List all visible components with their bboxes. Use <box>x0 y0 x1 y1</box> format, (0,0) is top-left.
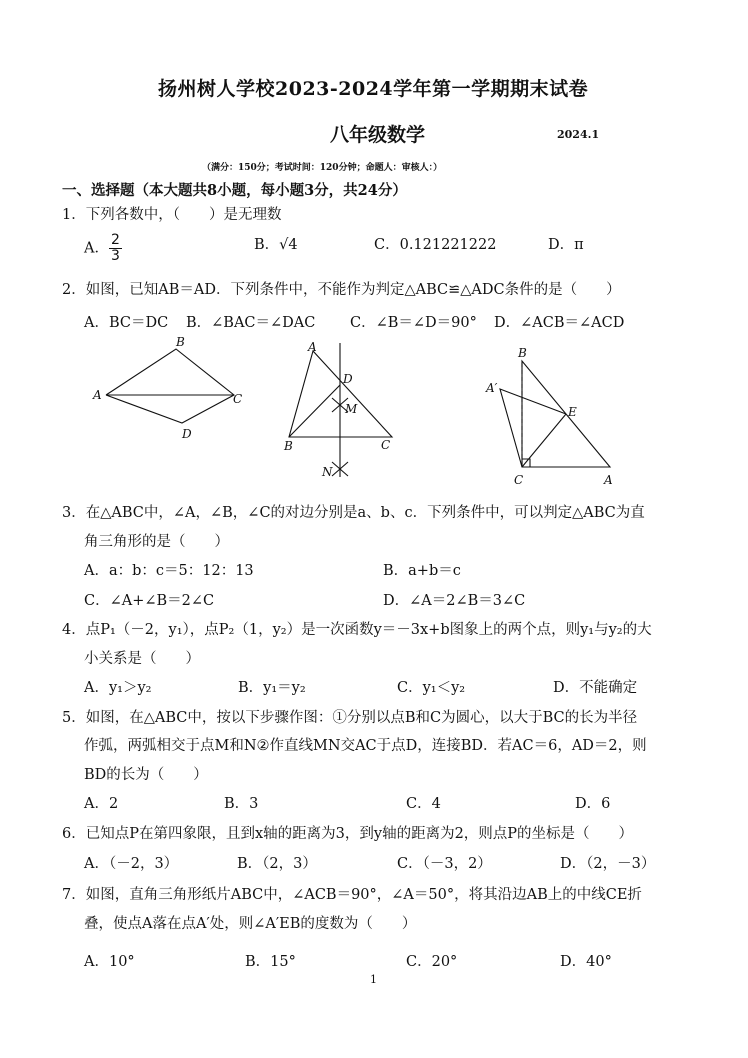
question-2-option-c: C．∠B＝∠D＝90° <box>350 315 477 331</box>
exam-title: 扬州树人学校2023-2024学年第一学期期末试卷 <box>158 78 589 100</box>
question-6-option-c: C．（－3，2） <box>397 856 492 872</box>
fig2-label-b: B <box>284 439 293 453</box>
question-6-option-a: A．（－2，3） <box>84 856 179 872</box>
exam-subject: 八年级数学 <box>330 124 426 146</box>
figure-folded-triangle <box>500 361 610 467</box>
question-5-option-d: D．6 <box>575 796 611 812</box>
question-3-option-a: A．a：b：c＝5：12：13 <box>84 563 254 579</box>
fig2-label-d: D <box>343 372 353 386</box>
question-1-option-b: B．√4 <box>254 237 298 253</box>
question-6-stem: 6．已知点P在第四象限，且到x轴的距离为3，到y轴的距离为2，则点P的坐标是（ ） <box>62 826 634 842</box>
question-7-option-c: C．20° <box>406 954 458 970</box>
question-1-option-d: D．π <box>548 237 584 253</box>
question-4-stem-line2: 小关系是（ ） <box>84 651 200 667</box>
question-6-option-b: B．（2，3） <box>237 856 317 872</box>
question-4-option-a: A．y₁＞y₂ <box>84 680 152 696</box>
fig3-label-e: E <box>568 405 577 419</box>
fig1-label-c: C <box>233 392 243 406</box>
question-1-option-c: C．0.121221222 <box>374 237 497 253</box>
fig1-label-d: D <box>182 427 192 441</box>
exam-date: 2024.1 <box>557 128 600 141</box>
question-3-stem-line1: 3．在△ABC中，∠A，∠B，∠C的对边分别是a、b、c．下列条件中，可以判定△ABC为直 <box>62 505 645 521</box>
question-7-option-a: A．10° <box>84 954 135 970</box>
question-5-stem-line2: 作弧，两弧相交于点M和N②作直线MN交AC于点D，连接BD．若AC＝6，AD＝2，则 <box>84 738 647 754</box>
fraction-denominator: 3 <box>110 248 120 264</box>
fig3-label-a: A <box>604 473 613 487</box>
question-5-option-b: B．3 <box>224 796 259 812</box>
fraction-numerator: 2 <box>110 232 120 248</box>
fig2-label-m: M <box>345 402 358 416</box>
question-4-option-d: D．不能确定 <box>553 680 638 696</box>
question-5-option-a: A．2 <box>84 796 119 812</box>
option-a-prefix: A． <box>84 240 109 257</box>
exam-meta: （满分：150分；考试时间：120分钟；命题人：审核人：） <box>202 163 443 173</box>
question-2-figures <box>0 335 748 495</box>
question-4-stem-line1: 4．点P₁（－2，y₁），点P₂（1，y₂）是一次函数y＝－3x+b图象上的两个点，则y₁与y₂的大 <box>62 622 652 638</box>
question-2-option-b: B．∠BAC＝∠DAC <box>186 315 316 331</box>
figure-kite-abcd <box>106 349 234 423</box>
question-1-stem: 1．下列各数中，（ ）是无理数 <box>62 207 282 223</box>
question-3-option-d: D．∠A＝2∠B＝3∠C <box>383 593 526 609</box>
fig3-label-b: B <box>518 346 527 360</box>
question-7-option-b: B．15° <box>245 954 296 970</box>
fraction-two-thirds <box>109 233 122 264</box>
kite-outline <box>106 349 234 423</box>
section-heading: 一、选择题（本大题共8小题，每小题3分，共24分） <box>62 182 407 199</box>
question-3-option-c: C．∠A+∠B＝2∠C <box>84 593 215 609</box>
folded-edges <box>500 389 566 467</box>
question-4-option-c: C．y₁＜y₂ <box>397 680 466 696</box>
question-3-stem-line2: 角三角形的是（ ） <box>84 534 229 550</box>
page-number: 1 <box>370 973 377 986</box>
question-2-option-d: D．∠ACB＝∠ACD <box>494 315 625 331</box>
fig1-label-b: B <box>176 335 185 349</box>
question-2-option-a: A．BC＝DC <box>84 315 169 331</box>
fig1-label-a: A <box>93 388 102 402</box>
fig3-label-a-prime: A′ <box>486 381 498 395</box>
question-3-option-b: B．a+b＝c <box>383 563 461 579</box>
fig3-label-c: C <box>514 473 524 487</box>
fig2-label-c: C <box>381 438 391 452</box>
fig2-label-n: N <box>322 465 333 479</box>
question-2-stem: 2．如图，已知AB＝AD．下列条件中，不能作为判定△ABC≌△ADC条件的是（ ） <box>62 282 621 298</box>
question-6-option-d: D．（2，－3） <box>560 856 656 872</box>
question-5-stem-line1: 5．如图，在△ABC中，按以下步骤作图：①分别以点B和C为圆心，以大于BC的长为半径 <box>62 710 638 726</box>
question-5-option-c: C．4 <box>406 796 441 812</box>
question-7-stem-line1: 7．如图，直角三角形纸片ABC中，∠ACB＝90°，∠A＝50°，将其沿边AB上的中线CE折 <box>62 887 642 903</box>
figure-perpendicular-bisector <box>289 343 392 477</box>
question-5-stem-line3: BD的长为（ ） <box>84 767 208 783</box>
question-4-option-b: B．y₁＝y₂ <box>238 680 306 696</box>
question-1-option-a <box>84 233 122 264</box>
question-7-option-d: D．40° <box>560 954 612 970</box>
fig2-label-a: A <box>308 340 317 354</box>
question-7-stem-line2: 叠，使点A落在点A′处，则∠A′EB的度数为（ ） <box>84 916 417 932</box>
